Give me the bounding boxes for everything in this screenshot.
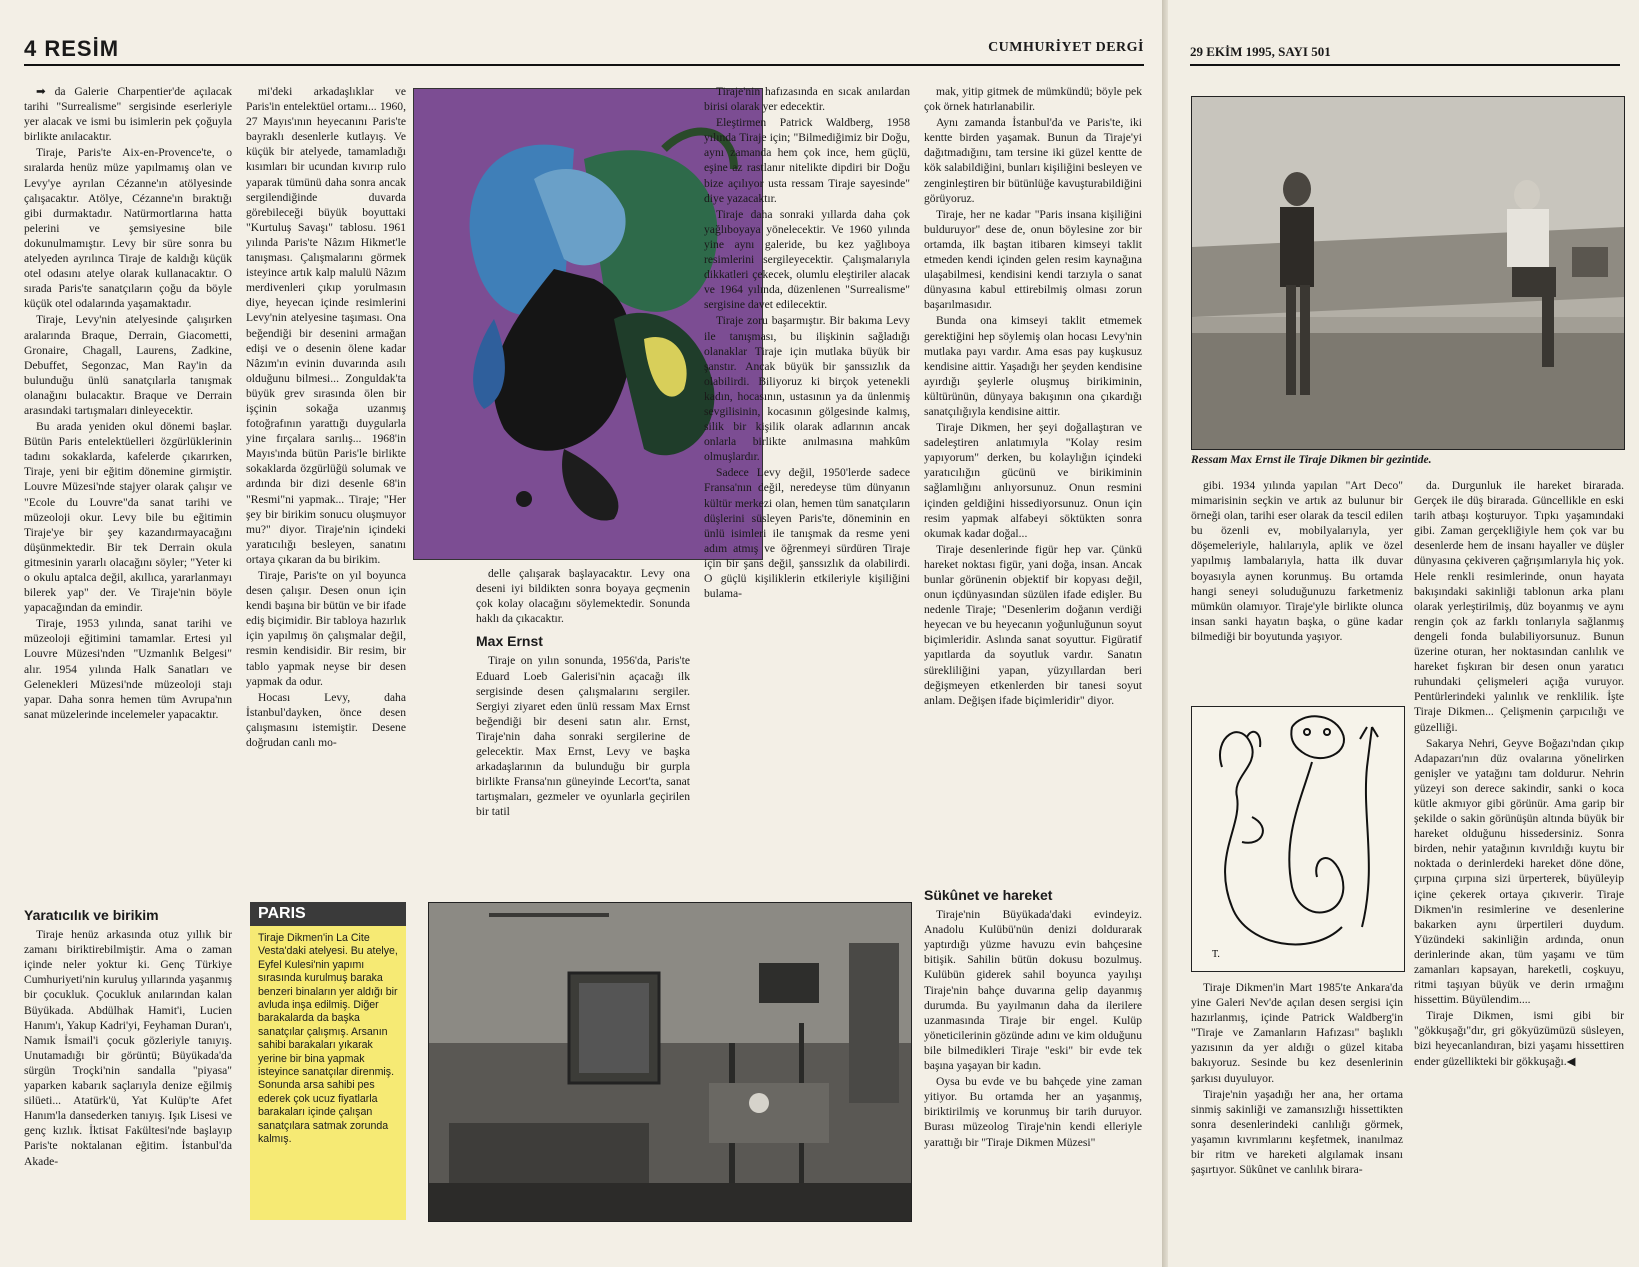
magazine-name: CUMHURİYET DERGİ [988,40,1144,55]
paragraph: Tiraje, her ne kadar "Paris insana kişiliğini bulduruyor" dese de, onun böylesine zor bir ortamda, ilk baştan itibaren kimseyi taklit etmeden kendi içinden gelen resim kaynağına ulaşabilmesi, kendisini kendi tarzıyla o sanat dünyasına kabul ettirebilmiş olması zorun başarılmasıdır. [924,207,1142,312]
paragraph: Tiraje Dikmen'in Mart 1985'te Ankara'da yine Galeri Nev'de açılan desen sergisi için hazırlanmış, içinde Patrick Waldberg'in "Tiraje ve Zamanların Hafızası" başlıklı yazısının da yer aldığı o güzel kitaba bakıyoruz. Sesinde bu kez desenlerinin şarkısı duyuluyor. [1191,981,1403,1085]
right-page-header [1190,36,1620,66]
paragraph: Tiraje on yılın sonunda, 1956'da, Paris'te Eduard Loeb Galerisi'nin açacağı ilk sergisinde desen çalışmalarını sergiler. Sergiyi ziyaret eden ünlü ressam Max Ernst beğendiği bir deseni satın alır. Ernst, Tiraje'nin daha sonraki sergilerine de gelecektir. Max Ernst, Levy ve başka arkadaşlarının da bulunduğu bir gurpla birlikte Fransa'nın güneyinde Lecort'ta, sanat tartışmaları, gezmeler ve oyunlarla geçirilen bir tatil [476,654,690,819]
ernst-dikmen-photo [1191,96,1625,450]
studio-photo [428,902,912,1222]
photo-image [1192,97,1624,449]
paragraph: Tiraje, 1953 yılında, sanat tarihi ve müzeoloji eğitimini tamamlar. Ertesi yıl Louvre Müzesi'nden "Uzmanlık Belgesi" alır. 1954 yılında Halk Sanatları ve Gelenekleri Müzesi'nde müzeoloji stajı yapar. Daha sonra hemen tüm Avrupa'nın sanat müzelerinde incelemeler yapacaktır. [24,617,232,721]
paragraph: Aynı zamanda İstanbul'da ve Paris'te, iki kentte birden yaşamak. Bunun da Tiraje'yi dağıtmadığını, tam tersine iki güzel kentte de kök salabildiğini, bunları kişiliğini besleyen ve zenginleştiren bir bütünlüğe kavuşturabildiğini görüyoruz. [924,116,1142,205]
paragraph: gibi. 1934 yılında yapılan "Art Deco" mimarisinin seçkin ve artık az bulunur bir örneği olan, tarihi eser olarak da tescil edilen bu özenli ev, mobilyalarıyla, yer döşemeleriyle, halılarıyla, aplik ve özel yapılmış lambalarıyla, hatta ilk duvar boyasıyla aynen korunmuş. Bu ortamda hangi seneyi soluduğunuzu farketmeniz mümkün olamıyor. Tiraje'yle birlikte olunca insan sanki hayatın başka, o güne kadar bilmediği bir boyutunda yaşıyor. [1191,479,1403,643]
paragraph: Bunda ona kimseyi taklit etmemek gerektiğini hep söylemiş olan hocası Levy'nin mutlaka payı vardır. Ama esas pay kuşkusuz kendisine aittir. Yaşadığı her şeyden kendisine ayırdığı şeylerle oluşmuş birikiminin, kültürünün, dünyaya bakışının ona çıkardığı sanatçılığıyla kendisine aittir. [924,314,1142,418]
subhead-creativity: Yaratıcılık ve birikim [24,907,159,923]
paris-caption: Tiraje Dikmen'in La Cite Vesta'daki atelyesi. Bu atelye, Eyfel Kulesi'nin yapımı sırasında kurulmuş baraka benzeri binaların yer aldığı bir avluda inşa edilmiş. Diğer barakalarda da başka sanatçılar çalışmış. Arsanın sahibi barakaları yıkarak yerine bir bina yapmak isteyince sanatçılar direnmiş. Sonunda arsa sahibi pes ederek çok ucuz fiyatlarla barakaları içinde çalışan sanatçılara satmak zorunda kalmış. [258,932,398,1146]
paragraph: mi'deki arkadaşlıklar ve Paris'in entelektüel ortamı... 1960, 27 Mayıs'ının heyecanını Paris'te bayraklı desenlerle kutlayış. Ve küçük bir atelyede, tamamladığı kısımları bir ucundan kıvırıp rulo yaparak tümünü daha sonra ancak sergilendiğinde duvarda görebileceği büyük boyuttaki "Kurtuluş Savaşı" tablosu. 1961 yılında Paris'te Nâzım Hikmet'le tanışması. Çalışmalarını görmek isteyince artık kalp malulü Nâzım merdivenleri çıkıp yorulmasın diye, heyecan içinde resimlerini Levy'nin atelyesine taşıması. Ona beğendiği bir desenini armağan edişi ve o desenin ölene kadar Nâzım'ın evinin duvarında asılı olduğunu bilmesi... Zonguldak'ta büyük grev sırasında ölen bir işçinin sokağa uzanmış fotoğrafının yarattığı duygularla yine fırçalara sarılış... 1968'in Mayıs'ında bütün Paris'le birlikte sokaklarda özgürlüğü solumak ve ardında bir dizi desenle 68'in "Resmi"ni yapmak... Tiraje; "Her şey bir birikim sonucu oluşmuyor mu?" diyor. Tiraje'nin içindeki yaratıcılığı besleyen, sanatını ortaya çıkaran da bu birikim. [246,85,406,566]
paragraph: Sadece Levy değil, 1950'lerde sadece Fransa'nın değil, neredeyse tüm dünyanın kültür merkezi olan, hemen tüm sanatçıların düşlerini süsleyen Paris'te, döneminin en ünlü isimleri ile tanışmak da resme yeni adım atmış ve öğrenmeyi sürdüren Tiraje için bir şans değil, şanssızlık da olabilirdi. O güçlü kişiliklerin etkileriyle kişiliğini bulama- [704,466,910,601]
column-5 [924,84,1142,884]
paragraph: Tiraje'nin yaşadığı her ana, her ortama sinmiş sakinliği ve zamansızlığı hissettikten sonra desenlerindeki canlılığı görmek, yaşamın kıvrımlarını keşfetmek, inanılmaz bir ritm ve hareketi algılamak insanı şaşırtıyor. Sükûnet ve canlılık birara- [1191,1087,1403,1177]
paragraph: Bu arada yeniden okul dönemi başlar. Bütün Paris entelektüelleri özgürlüklerinin tadını sokaklarda, kafelerde çıkarırken, Tiraje, yeni bir eğitim dönemine girmiştir. Louvre Müzesi'nde stajyer olarak çalışır ve "Ecole du Louvre"da sanat tarihi ve müzeoloji okur. Levy bile bu eğitimin Tiraje'ye bir şey kazandırmayacağını düşünmektedir. Bir tek Derrain okula gitmesinin yararlı olacağını söyler; "Yeter ki o okulu aptalca değil, akıllıca, yararlanmayı bilerek yap" der. Ve Tiraje'nin böyle yapacağından da emindir. [24,420,232,615]
paragraph: Tiraje zoru başarmıştır. Bir bakıma Levy ile tanışması, bu ilişkinin sağladığı olanaklar Tiraje için mutlaka büyük bir şanstır. Ancak büyük bir şanssızlık da olabilirdi. Biliyoruz ki birçok yetenekli kadın, hocasının, ustasının ya da ünlenmiş sevgilisinin, kocasının gölgesinde kalmış, silik bir kişilik olarak adlarının ancak onlarla birlikte anılmasına mahkûm olmuşlardır. [704,314,910,464]
date-issue: 29 EKİM 1995, SAYI 501 [1190,44,1331,59]
subhead-max-ernst: Max Ernst [476,633,543,650]
paragraph: Tiraje, Paris'te Aix-en-Provence'te, o sıralarda henüz müze yapılmamış olan ve Levy'ye ayrılan Cézanne'ın atölyesinde çalışacaktır. Atölye, Cézanne'ın bıraktığı gibi durmaktadır. Natürmortlarına hatta pelerini ve şemsiyesine bile dokunulmamıştır. Levy bir süre sonra bu atelyeden ayrılınca Tiraje de kaldığı küçük otel odasını atelye olarak kullanacaktır. O sırada Paris'te sanatçıların çoğu da böyle küçük otel odalarında yaşamaktadır. [24,146,232,311]
paragraph: ➡ da Galerie Charpentier'de açılacak tarihi "Surrealisme" sergisinde eserleriyle yer alacak ve ismi bu isimlerin pek çoğuyla birlikte anılacaktır. [24,85,232,144]
page-number: 4 [24,36,38,61]
column-2 [246,84,406,896]
paragraph: Tiraje Dikmen, her şeyi doğallaştıran ve sadeleştiren anlatımıyla "Kolay resim yapıyorum" derken, bu kolaylığın içindeki yaratıcılığın gücünü ve birikiminin sağlamlığını anlıyorsunuz. Onun resmini içinden geldiğini hissediyorsunuz. Onun için resim yapmak alfabeyi söktükten sonra okumak kadar doğal... [924,421,1142,540]
paragraph: Tiraje henüz arkasında otuz yıllık bir zamanı biriktirebilmiştir. Ama o zaman içinde neler yoktur ki. Genç Türkiye Cumhuriyeti'nin kuruluş yıllarında yaşanmış bir çocukluk. Çocukluk anılarından kalan Büyükada. Abdülhak Hamit'i, Lucien Hanım'ı, Yakup Kadri'yi, Feyhaman Duran'ı, Namık İsmail'i çocuk gözleriyle tanıyış. Unutamadığı bir görüntü; Büyükada'da sürgün Troçki'nin sandalla "piyasa" yaparken kabarık saçlarıyla denize eğilmiş silüeti... Atatürk'ü, Yat Kulüp'te Afet Hanım'la dansederken tanıyış. Işık Lisesi ve genç kızlık. İktisat Fakültesi'nde başlayıp Paris'te noktalanan eğitim. İstanbul'da Akade- [24,928,232,1168]
left-page-header [24,36,1144,66]
paragraph: Tiraje daha sonraki yıllarda daha çok yağlıboyaya yönelecektir. Ve 1960 yılında yine aynı galeride, bu kez yağlıboya resimlerini sergileyecektir. Çalışmalarıyla dikkatleri çekecek, olumlu eleştiriler alacak ve 1964 yılında, düzenlenen "Surrealisme" sergisine davet edilecektir. [704,207,910,312]
paragraph: mak, yitip gitmek de mümkündü; böyle pek çok örnek hatırlanabilir. [924,85,1142,114]
paragraph: Tiraje, Paris'te on yıl boyunca desen çalışır. Desen onun için kendi başına bir bütün ve bir ifade ediş biçimidir. Bir tabloya hazırlık için yapılmış ön çalışmalar değil, resmin kendisidir. Bir resim, bir tablo yapmak neyse bir desen yapmak da odur. [246,569,406,688]
paragraph: Oysa bu evde ve bu bahçede yine zaman yitiyor. Bu ortamda her an yaşanmış, biriktirilmiş ve korunmuş bir tarih duruyor. Burası müzeolog Tiraje'nin kendi elleriyle yarattığı bir "Tiraje Dikmen Müzesi" [924,1075,1142,1149]
column-3 [476,566,690,914]
column-1-lower [24,900,232,1230]
sketch-signature: T. [1212,949,1220,960]
right-column-1 [1191,478,1403,702]
photo-caption: Ressam Max Ernst ile Tiraje Dikmen bir gezintide. [1191,454,1432,466]
column-4 [704,84,910,894]
right-column-2 [1414,478,1624,1230]
line-drawing [1191,706,1405,972]
paragraph: Eleştirmen Patrick Waldberg, 1958 yılında Tiraje için; "Bilmediğimiz bir Doğu, aynı zamanda hem çok ince, hem güçlü, eşine az rastlanır nitelikte dipdiri bir Doğu bize açılıyor usta ressam Tiraje sayesinde" diye yazacaktır. [704,116,910,205]
section-name: RESİM [44,36,120,61]
paragraph: delle çalışarak başlayacaktır. Levy ona deseni iyi bildikten sonra boyaya geçmenin çok kolay olacağını söylemektedir. Sonunda haklı da çıkacaktır. [476,567,690,626]
paragraph: Hocası Levy, daha İstanbul'dayken, önce desen çalışmasını istemiştir. Desene doğrudan canlı mo- [246,690,406,750]
paragraph: Tiraje Dikmen, ismi gibi bir "gökkuşağı"dır, gri gökyüzümüzü süsleyen, bizi heyecanlandıran, bizi yaşamı hissettiren ender güzellikteki bir gökkuşağı.◀ [1414,1009,1624,1068]
column-5-lower [924,880,1142,1230]
right-column-1-lower [1191,980,1403,1230]
paris-sidebar [250,902,406,1220]
sketch-image [1192,707,1404,971]
paragraph: Sakarya Nehri, Geyve Boğazı'ndan çıkıp Adapazarı'nın düz ovalarına yönelirken genişler ve yatağını tam doldurur. Nehrin yüzeyi son derece sakindir, sanki o koca kütle akmıyor gibi görünür. Ama garip bir şekilde o sakin görünüşün altında büyük bir hareket olduğunu hissedersiniz. Sonra birden, nehir yatağının kıvrıldığı kuytu bir noktada o derinlerdeki hareket döne döne, çırpına çırpına sizi ürperterek, büyüleyip içine çekerek ortaya çıkıverir. Tiraje Dikmen'in resimlerine ve desenlerine bakarken aynı ürpertileri duydum. Yüzündeki sakinliğin ardında, onun derinlerinde akan, tüm yaşamı ve tüm zamanları kapsayan, hareketli, coşkuyu, ritmi taşıyan büyük ve derin ırmağını hissettim. Büyülendim.... [1414,736,1624,1007]
section-heading [24,36,119,62]
paragraph: Tiraje desenlerinde figür hep var. Çünkü hareket noktası figür, yani doğa, insan. Ancak bunlar görünenin objektif bir kopyası değil, onun içdünyasından süzülen ifade edişler. Bu nedenle Tiraje; "Desenlerim doğanın verdiği heyecan ve bu heyecanın yoğunluğunun soyut biçimleridir. Aslında sanat soyuttur. Figüratif yapıtlarda da soyutluk vardır. Sanatın sürekliliğini yapan, yüzyıllardan beri değişmeyen etkenlerden bir tanesi soyut anlam. Değişen ifade biçimleridir" diyor. [924,542,1142,707]
paragraph: Tiraje, Levy'nin atelyesinde çalışırken aralarında Braque, Derrain, Giacometti, Gronaire, Chagall, Laurens, Zadkine, Debuffet, Segonzac, Man Ray'in da bulunduğu ünlü sanatçılarla tanışmak olanağını bulacaktır. Braque ve Derrain arasındaki tartışmaları dinleyecektir. [24,313,232,417]
subhead-serenity: Sükûnet ve hareket [924,887,1053,903]
paragraph: Tiraje'nin hafızasında en sıcak anılardan birisi olarak yer edecektir. [704,85,910,114]
paragraph: da. Durgunluk ile hareket birarada. Gerçek ile düş birarada. Güncellikle en eski tarih atbaşı koşturuyor. Tıpkı yaşamındaki gibi. Zaman gerçekliğiyle hem çok var bu desenlerde hem de insanı hayaller ve düşler dünyasına çekiveren çağrışımlarıyla hiç yok. Hele renkli resimlerinde, onun hayata bakışındaki sakinliği tablonun arka planı olarak yerleştirilmiş, düz boyanmış ve aynı rengin çok az farklı tonlarıyla sağlanmış dengeli fonda bulabiliyorsunuz. Bunun üzerine oturan, her noktasından canlılık ve hareket fışkıran bir desen onun yaratıcı ruhundaki çelişmeleri açığa vuruyor. Pentürlerindeki yalınlık ve renklilik. İşte Tiraje Dikmen... Çelişmenin çarpıcılığı ve güzelliği. [1414,479,1624,734]
column-1 [24,84,232,904]
studio-photo-image [429,903,911,1221]
paris-label: PARIS [250,902,406,926]
paragraph: Tiraje'nin Büyükada'daki evindeyiz. Anadolu Kulübü'nün denizi doldurarak yaptırdığı yüzme havuzu evin bahçesine bitişik. Sahilin bütün dokusu bozulmuş. Kulübün giderek sahil boyunca yayılışı Tiraje'nin bahçe duvarına gelip dayanmış durumda. Bu yayılmanın daha da ilerilere uzanmasında Tiraje bir engel. Kulüp yöneticilerinin gözünde adını ve kim olduğunu bile bilmedikleri Tiraje "eski" bir evde tek başına yaşayan bir kadın. [924,908,1142,1073]
